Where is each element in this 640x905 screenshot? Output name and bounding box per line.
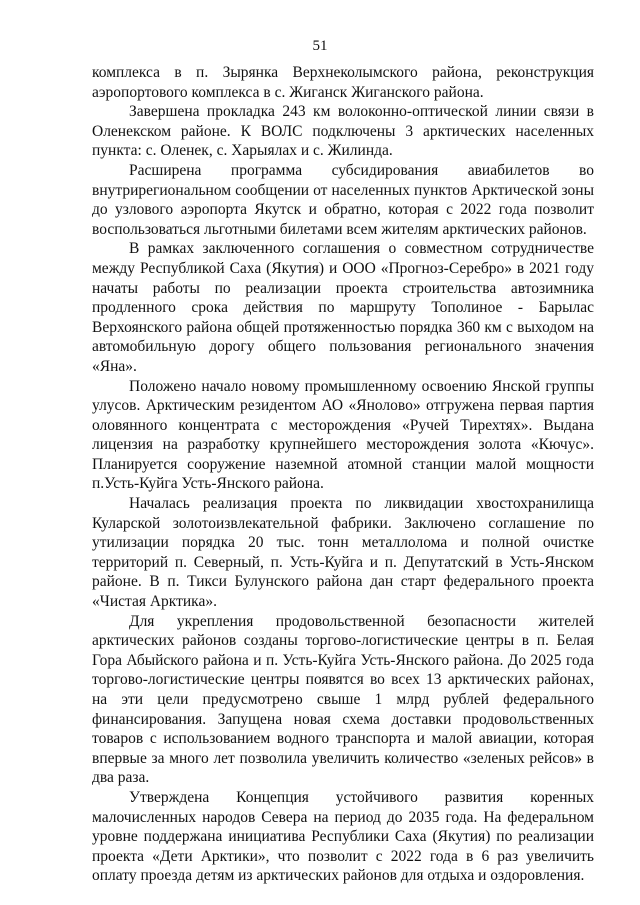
paragraph-indigenous-concept: Утверждена Концепция устойчивого развития коренных малочисленных народов Севера на период до 2035 года. На федеральном уровне поддержана инициатива Республики Саха (Якутия) по реализации проекта «Дети Арктики», что позволит с 2022 года в 6 раз увеличить оплату проезда детям из арктических районов для отдыха и оздоровления. (92, 788, 594, 885)
page-number: 51 (312, 38, 328, 54)
paragraph-airport-reconstruction: комплекса в п. Зырянка Верхнеколымского района, реконструкция аэропортового комплекса в с. Жиганск Жиганского района. (92, 64, 594, 101)
paragraph-yana-industrial-development: Положено начало новому промышленному освоению Янской группы улусов. Арктическим резидентом АО «Янолово» отгружена первая партия оловянного концентрата с месторождения «Ручей Тирехтях». Выдана лицензия на разработку крупнейшего месторождения золота «Кючус». Планируется сооружение наземной атомной станции малой мощности п.Усть-Куйга Усть-Янского района. (92, 377, 594, 493)
document-body (92, 63, 594, 886)
paragraph-food-security: Для укрепления продовольственной безопасности жителей арктических районов созданы торгово-логистические центры в п. Белая Гора Абыйского района и п. Усть-Куйга Усть-Янского района. До 2025 года торгово-логистические центры появятся во всех 13 арктических районах, на эти цели предусмотрено свыше 1 млрд рублей федерального финансирования. Запущена новая схема доставки продовольственных товаров с использованием водного транспорта и малой авиации, которая впервые за много лет позволила увеличить количество «зеленых рейсов» в два раза. (92, 612, 594, 787)
paragraph-fiber-optic-line: Завершена прокладка 243 км волоконно-оптической линии связи в Оленекском районе. К ВОЛС подключены 3 арктических населенных пункта: с. Оленек, с. Харыялах и с. Жилинда. (92, 103, 594, 160)
paragraph-airfare-subsidies: Расширена программа субсидирования авиабилетов во внутрирегиональном сообщении от населенных пунктов Арктической зоны до узлового аэропорта Якутск и обратно, которая с 2022 года позволит воспользоваться льготными билетами всем жителям арктических районов. (92, 161, 594, 238)
paragraph-winter-road-project: В рамках заключенного соглашения о совместном сотрудничестве между Республикой Саха (Якутия) и ООО «Прогноз-Серебро» в 2021 году начаты работы по реализации проекта строительства автозимника продленного срока действия по маршруту Тополиное - Барылас Верхоянского района общей протяженностью порядка 360 км с выходом на автомобильную дорогу общего пользования регионального значения «Яна». (92, 240, 594, 375)
paragraph-tailings-liquidation: Началась реализация проекта по ликвидации хвостохранилища Куларской золотоизвлекательной фабрики. Заключено соглашение по утилизации порядка 20 тыс. тонн металлолома и полной очистке территорий п. Северный, п. Усть-Куйга и п. Депутатский в Усть-Янском районе. В п. Тикси Булунского района дан старт федерального проекта «Чистая Арктика». (92, 495, 594, 611)
